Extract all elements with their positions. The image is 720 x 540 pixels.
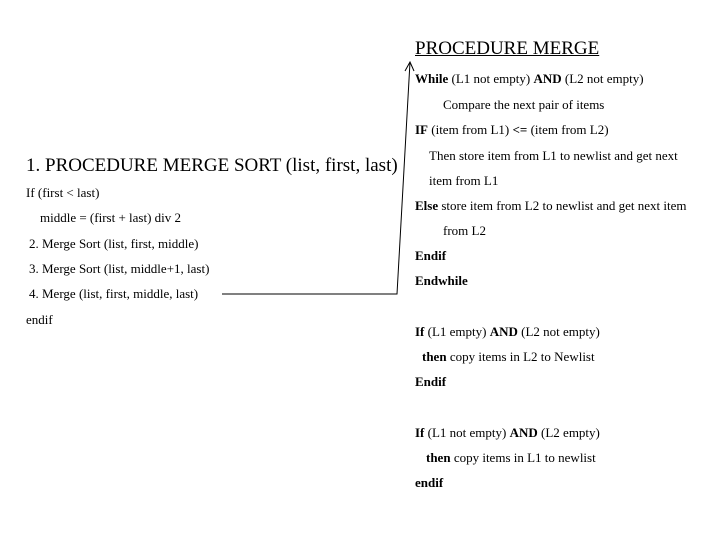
merge-sort-line-2: middle = (first + last) div 2 xyxy=(40,210,182,225)
endif3-keyword: endif xyxy=(415,475,444,490)
while-cond-b: (L2 not empty) xyxy=(564,71,644,86)
if2-and-keyword: AND xyxy=(489,324,518,339)
endif-line xyxy=(415,248,446,264)
endwhile-keyword: Endwhile xyxy=(415,273,468,288)
else-line-2: from L2 xyxy=(443,223,486,238)
else-line xyxy=(415,198,687,214)
connector-arrowhead xyxy=(405,62,414,71)
merge-title: PROCEDURE MERGE xyxy=(415,38,600,59)
while-and-keyword: AND xyxy=(533,71,562,86)
if3-line xyxy=(415,425,600,441)
if2-cond-a: (L1 empty) xyxy=(427,324,487,339)
else-keyword: Else xyxy=(415,198,439,213)
if3-keyword: If xyxy=(415,425,425,440)
merge-sort-line-5: 4. Merge (list, first, middle, last) xyxy=(29,286,199,301)
if-line xyxy=(415,122,609,138)
merge-sort-line-4: 3. Merge Sort (list, middle+1, last) xyxy=(29,261,210,276)
endif-keyword: Endif xyxy=(415,248,447,263)
if2-line xyxy=(415,324,600,340)
then-line-1: Then store item from L1 to newlist and get next xyxy=(429,148,678,163)
if2-cond-b: (L2 not empty) xyxy=(521,324,600,339)
if-cond-a: (item from L1) xyxy=(431,122,510,137)
merge-sort-line-6: endif xyxy=(26,312,53,327)
while-line xyxy=(415,71,644,87)
if2-keyword: If xyxy=(415,324,425,339)
if3-and-keyword: AND xyxy=(509,425,538,440)
endwhile-line xyxy=(415,273,468,289)
endif3-line xyxy=(415,475,443,491)
then-line-2: item from L1 xyxy=(429,173,499,188)
compare-line: Compare the next pair of items xyxy=(443,97,605,112)
if3-cond-a: (L1 not empty) xyxy=(427,425,507,440)
merge-sort-title: 1. PROCEDURE MERGE SORT (list, first, last) xyxy=(26,155,398,176)
le-operator: <= xyxy=(512,122,528,137)
if3-cond-b: (L2 empty) xyxy=(541,425,600,440)
connector-line xyxy=(222,62,410,294)
then3-text: copy items in L1 to newlist xyxy=(453,450,596,465)
merge-sort-line-3: 2. Merge Sort (list, first, middle) xyxy=(29,236,199,251)
then2-keyword: then xyxy=(422,349,447,364)
while-cond-a: (L1 not empty) xyxy=(451,71,531,86)
if-keyword: IF xyxy=(415,122,428,137)
if-cond-b: (item from L2) xyxy=(530,122,609,137)
endif2-keyword: Endif xyxy=(415,374,447,389)
merge-sort-line-1: If (first < last) xyxy=(26,185,100,200)
endif2-line xyxy=(415,374,446,390)
then3-keyword: then xyxy=(426,450,451,465)
then2-text: copy items in L2 to Newlist xyxy=(449,349,595,364)
else-text: store item from L2 to newlist and get next item xyxy=(441,198,687,213)
while-keyword: While xyxy=(415,71,449,86)
then3-line xyxy=(426,450,596,466)
then2-line xyxy=(422,349,595,365)
